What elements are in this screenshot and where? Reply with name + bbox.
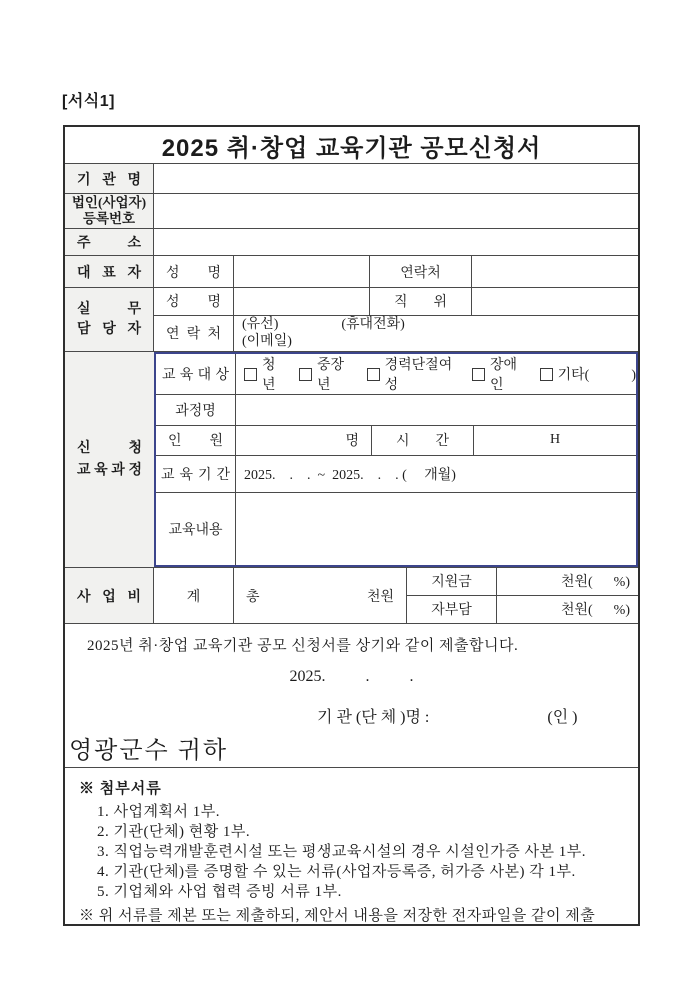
course-section: [154, 352, 638, 567]
course-name-label: 과정명: [175, 403, 216, 419]
ceo-name-label-cell: [154, 256, 234, 287]
course-name-label-cell: [156, 395, 236, 425]
course-target-options: [236, 354, 636, 394]
budget-total-label-cell: [154, 568, 234, 623]
staff-label-line1: 실 무: [77, 301, 141, 317]
attachment-item: 1. 사업계획서 1부.: [97, 804, 220, 820]
staff-label-line2: 담 당 자: [77, 321, 141, 337]
self-funding-input-cell[interactable]: [497, 596, 638, 623]
ceo-contact-label: 연락처: [400, 265, 441, 281]
content-label-cell: [156, 493, 236, 565]
self-funding-label-cell: [407, 596, 497, 623]
staff-name-label: 성 명: [166, 295, 221, 311]
reg-no-label-line1: 법인(사업자): [71, 195, 147, 210]
submission-statement: 2025년 취·창업 교육기관 공모 신청서를 상기와 같이 제출합니다.: [87, 638, 519, 654]
period-label: 교 육 기 간: [161, 468, 230, 484]
recipient-line: 영광군수 귀하: [69, 738, 229, 764]
staff-position-input-cell[interactable]: [472, 288, 638, 315]
staff-name-input-cell[interactable]: [234, 288, 370, 315]
target-option-label: 장애인: [490, 358, 518, 393]
content-label: 교육내용: [168, 523, 223, 539]
address-label-cell: [65, 229, 154, 255]
target-option-label: 경력단절여성: [384, 358, 453, 393]
staff-contact-label-cell: [154, 316, 234, 351]
grant-unit: 천원( %): [560, 575, 630, 591]
org-name-sign-line: [317, 704, 578, 727]
reg-no-input-cell[interactable]: [154, 194, 638, 228]
target-option-label: 중장년: [317, 358, 345, 393]
content-input-cell[interactable]: [236, 493, 636, 565]
budget-total-label: 계: [186, 589, 201, 605]
org-name-sign-label: 기 관 (단 체 )명 :: [317, 709, 430, 726]
self-funding-label: 자부담: [431, 603, 472, 619]
submission-section: [65, 624, 638, 768]
course-group-label-cell: [65, 352, 154, 567]
org-name-label: 기 관 명: [77, 172, 141, 188]
org-name-label-cell: [65, 164, 154, 193]
budget-total-unit: 천원: [366, 589, 394, 605]
submission-date: 2025. . .: [289, 668, 414, 685]
reg-no-label-line2: 등록번호: [82, 211, 136, 226]
grant-input-cell[interactable]: [497, 568, 638, 595]
form-number-tag: [서식1]: [62, 93, 115, 110]
course-target-label-cell: [156, 354, 236, 394]
course-name-input-cell[interactable]: [236, 395, 636, 425]
hours-input-cell[interactable]: [474, 426, 636, 455]
hours-label-cell: [372, 426, 474, 455]
target-option-middleaged[interactable]: [299, 354, 354, 394]
staff-name-label-cell: [154, 288, 234, 315]
ceo-name-input-cell[interactable]: [234, 256, 370, 287]
course-group-label-line1: 신 청: [77, 440, 142, 456]
budget-group-label-cell: [65, 568, 154, 623]
checkbox-icon[interactable]: [540, 368, 553, 381]
headcount-input-cell[interactable]: [236, 426, 372, 455]
course-group-label-line2: 교 육 과 정: [77, 462, 142, 478]
address-input-cell[interactable]: [154, 229, 638, 255]
target-option-label: 청년: [262, 358, 276, 393]
headcount-label-cell: [156, 426, 236, 455]
staff-position-label-cell: [370, 288, 472, 315]
address-label: 주 소: [77, 236, 141, 251]
ceo-contact-input-cell[interactable]: [472, 256, 638, 287]
staff-contact-label: 연 락 처: [166, 327, 221, 343]
grant-label: 지원금: [431, 575, 472, 591]
attachment-item: 2. 기관(단체) 현황 1부.: [97, 824, 251, 840]
checkbox-icon[interactable]: [472, 368, 485, 381]
attachments-section: [65, 768, 638, 924]
form-title: 2025 취·창업 교육기관 공모신청서: [65, 127, 638, 164]
headcount-label: 인 원: [168, 434, 223, 450]
attachments-footnote: ※ 위 서류를 제본 또는 제출하되, 제안서 내용을 저장한 전자파일을 같이 제출: [79, 908, 596, 924]
org-name-input-cell[interactable]: [154, 164, 638, 193]
attachments-heading: ※ 첨부서류: [79, 781, 162, 797]
attachment-item: 3. 직업능력개발훈련시설 또는 평생교육시설의 경우 시설인가증 사본 1부.: [97, 844, 586, 860]
seal-mark: (인 ): [547, 709, 578, 726]
staff-email-line: (이메일): [242, 334, 292, 350]
self-funding-unit: 천원( %): [560, 603, 630, 619]
grant-label-cell: [407, 568, 497, 595]
checkbox-icon[interactable]: [367, 368, 380, 381]
period-label-cell: [156, 456, 236, 493]
staff-contact-input-cell[interactable]: [234, 316, 638, 351]
budget-group-label: 사 업 비: [77, 589, 141, 605]
staff-position-label: 직 위: [394, 295, 447, 311]
target-option-other[interactable]: [540, 364, 636, 384]
ceo-label-cell: [65, 256, 154, 287]
hours-unit: H: [549, 432, 561, 448]
ceo-label: 대 표 자: [77, 265, 141, 281]
staff-label-cell: [65, 288, 154, 351]
staff-phone-line: (유선) (휴대전화): [242, 317, 405, 333]
target-option-career-break-women[interactable]: [367, 354, 459, 394]
ceo-name-label: 성 명: [166, 265, 221, 281]
ceo-contact-label-cell: [370, 256, 472, 287]
period-value: 2025. . . ~ 2025. . . ( 개월): [244, 468, 456, 484]
period-input-cell[interactable]: [236, 456, 636, 493]
checkbox-icon[interactable]: [244, 368, 257, 381]
course-target-label: 교 육 대 상: [162, 368, 229, 383]
reg-no-label-cell: [65, 194, 154, 228]
headcount-unit: 명: [345, 434, 359, 450]
checkbox-icon[interactable]: [299, 368, 312, 381]
attachment-item: 4. 기관(단체)를 증명할 수 있는 서류(사업자등록증, 허가증 사본) 각 1부.: [97, 864, 576, 880]
budget-total-input-cell[interactable]: [234, 568, 407, 623]
target-option-label: 기타( ): [557, 368, 636, 383]
attachment-item: 5. 기업체와 사업 협력 증빙 서류 1부.: [97, 884, 342, 900]
budget-total-prefix: 총: [246, 589, 260, 605]
target-option-youth[interactable]: [244, 354, 286, 394]
application-form-table: [63, 125, 640, 926]
target-option-disabled[interactable]: [472, 354, 527, 394]
hours-label: 시 간: [396, 434, 449, 450]
